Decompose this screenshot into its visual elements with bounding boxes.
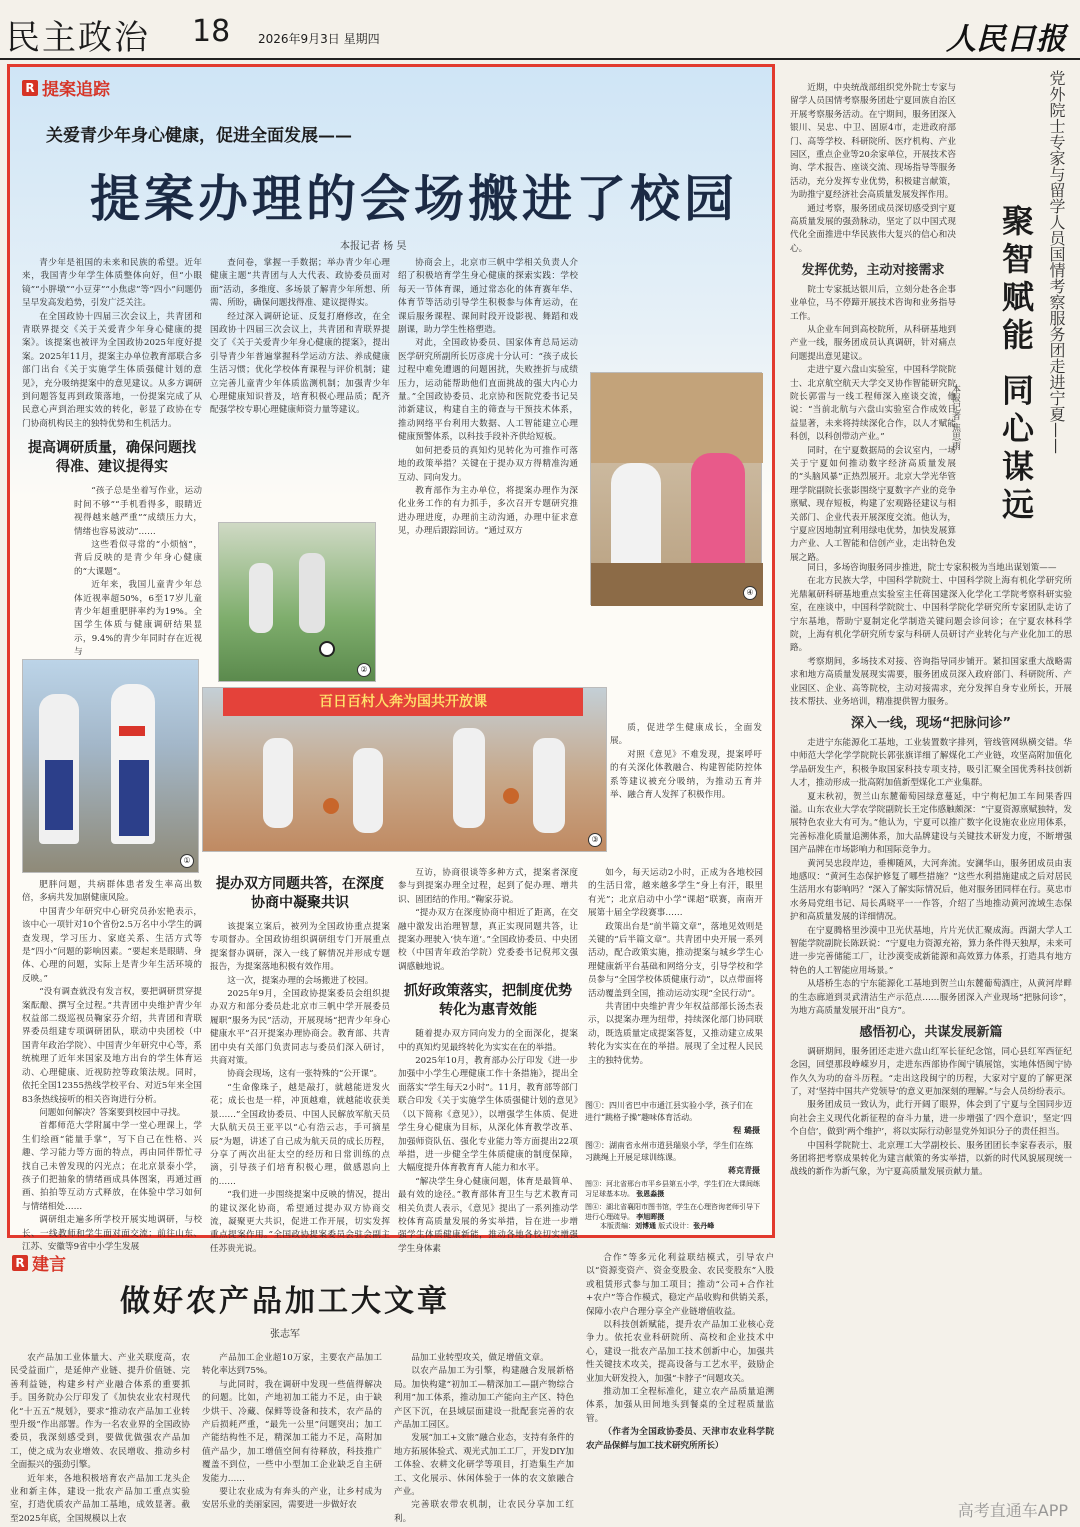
paragraph: 从企业车间到高校院所，从科研基地到产业一线，服务团成员认真调研，针对痛点问题提出意见建议。 [790,324,956,362]
bottom-column-3 [394,1352,574,1522]
bottom-column-4 [586,1252,774,1522]
paragraph: 互访，协商很谈等多种方式，提案者深度参与到提案办理全过程，起到了促办理、增共识、固团结的作用。”鞠家芬说。 [398,868,578,905]
article-column-2-lower [210,867,390,1254]
caption-3: 图③：河北省邢台市平乡县第五小学，学生们在大课间练习足球基本功。 张恩淼摄 [585,1180,760,1198]
editor-label: 本版责编： [600,1222,635,1230]
paragraph: 与此同时，我在调研中发现一些值得解决的问题。比如，产地初加工能力不足，由于缺少烘干、冷藏、保鲜等设备和技术，农产品的产后损耗严重，“最先一公里”问题突出；加工产能结构性不足，精深加工能力不足，高附加值产品少，加工增值空间有待释放，科技推广覆盖不到位，一些中小型加工企业缺乏自主研发能力…… [202,1379,382,1484]
paragraph: 这些看似寻常的“小烦恼”，背后反映的是青少年身心健康的“大课题”。 [74,539,202,577]
caption-credit: 李旭晖摄 [636,1212,665,1221]
bottom-column-tag [12,1250,66,1275]
paragraph: 共青团中央维护青少年权益部部长汤杰表示，以提案办理为纽带，持续深化部门协同联动，既选质量定成提案答复，又推动建立成果转化为实实在在的举措。展现了全过程人民民主的独特优势。 [588,1002,763,1066]
student-figure [453,728,485,828]
student-figure [611,463,661,573]
paragraph: 问题如何解决？答案要到校园中寻找。 [39,1107,186,1118]
article-column-3b [610,722,762,862]
paragraph: “孩子总是坐着写作业，运动时间不够”“手机看得多，眼睛近视得越来越严重”“成绩压力大，情绪也容易波动”…… [74,486,202,537]
bottom-headline: 做好农产品加工大文章 [120,1284,450,1319]
student-figure [299,553,325,633]
right-column-top [790,82,956,562]
bottom-byline: 张志军 [270,1329,300,1340]
paragraph: 首都师范大学附属中学一堂心理课上，学生们绘画“能量手掌”，写下自己在性格、兴趣、学习能力等方面的特点，再由同伴帮忙寻找自己未曾发现的闪光点；在北京景泰小学，孩子们把抽象的情绪画成具体图案，再通过画画、拍拍等互动方式释放，在体验中学习如何与情绪相处…… [22,1121,202,1212]
table [591,563,763,606]
teacher-figure [691,453,745,573]
subheading: 深入一线，现场“把脉问诊” [850,716,1012,732]
paragraph: 从塔桥生态的宁东能源化工基地到贺兰山东麓葡萄酒庄，从黄河岸畔的生态廊道到灵武清洁生产示范点……服务团深入产业现场“把脉问诊”，为地方高质量发展开出“良方”。 [790,979,1072,1016]
paragraph: 协商会现场，这有一张特殊的“公开课”。 [227,1069,383,1080]
designer-name: 张丹峰 [693,1221,715,1230]
author-note: （作者为全国政协委员、天津市农业科学院农产品保鲜与加工技术研究所所长） [586,1427,774,1451]
paragraph: 随着提办双方同向发力的全面深化，提案中的真知灼见最终转化为实实在在的举措。 [398,1029,578,1053]
designer-label: 版式设计： [658,1222,694,1230]
photo-1 [22,659,199,873]
paragraph: 经过深入调研论证、反复打磨修改，在全国政协十四届三次会议上，共青团和青联界提交了《关于关爱青少年身心健康的提案》，提出引导青少年普遍掌握科学运动方法、养成健康生活习惯；优化学校体育课程与评价机制；建立完善儿童青少年体质监测机制；加强青少年心理健康知识普及，培育积极心理品质；配齐配强学校专职心理健康师资力量等建议。 [210,311,390,416]
paragraph: 完善联农带农机制，让农民分享加工红利。 [394,1500,574,1524]
paragraph: 该提案立案后，被列为全国政协重点提案专项督办。全国政协组织调研组专门开展重点提案督办调研，深入一线了解情况并形成专题报告，为提案落地积极有效作用。 [210,922,390,973]
paragraph: 如今，每天运动2小时，正成为各地校园的生活日常，越来越多学生“身上有汗，眼里有光”；北京启动中小学“课超”联赛，南南开展第十届全学段赛事…… [588,868,763,919]
article-column-1-lower [22,879,202,1252]
column-tag-label: 提案追踪 [42,80,110,100]
bookshelf [591,373,763,463]
bottom-tag-label: 建言 [32,1255,66,1275]
paragraph: 在宁夏腾格里沙漠中卫光伏基地，片片光伏汇聚成海。西湖大学人工智能学院副院长陈跃说：“宁夏电力资源充裕，算力条件得天独厚，未来可进一步完善储能工厂，让沙漠变成新能源和高效算力体系，打造具有地方特色的人工智能应用场景。” [790,925,1072,976]
paragraph: 2025年9月，全国政协提案委员会组织提办双方和部分委员赴北京市三帆中学开展委员履职“服务为民”活动，开展现场“把青少年身心健康水平”召开提案办理协商会。教育部、共青团中央有关部门负责同志与委员们深入研讨，共商对策。 [210,989,390,1067]
subheading: 抓好政策落实，把制度优势转化为惠青效能 [404,983,572,1019]
masthead-logo: 人民日报 [946,22,1066,57]
bottom-column-1 [10,1352,190,1522]
photo-2 [218,522,376,682]
subheading: 感悟初心，共谋发展新篇 [859,1025,1003,1041]
article-column-3 [398,257,578,547]
article-column-4 [588,867,763,1099]
paragraph: 调研期间，服务团还走进六盘山红军长征纪念馆，同心县红军西征纪念园，回望那段峥嵘岁月，走进东西部协作闽宁镇展馆，实地体悟闽宁协作久久为功的奋斗历程。“走出这段闽宁的历程，大家对宁夏的了解更深了，对‘坚持中国共产党领导’的意义更加深刻的理解。”与会人员纷纷表示。 [790,1046,1072,1098]
paragraph: 政策出台是“前半篇文章”，落地见效则是关键的“后半篇文章”。共青团中央开展一系列活动，配合政策实施，推动提案与城乡学生心理健康新平台基础和网络分支，引导学校和学员参与“全国学校体质健康行动”，以点带面将活动覆盖到全国，推动运动实现“全民行动”。 [588,921,763,999]
paragraph: 2025年10月，教育部办公厅印发《进一步加强中小学生心理健康工作十条措施》，提出全面落实“学生每天2小时”。11月，教育部等部门联合印发《关于实施学生体质强健计划的意见》（以下简称《意见》），以增强学生体质、促进学生身心健康为目标，从深化体育教学改革、加强师资队伍、强化专业能力等方面提出22项举措，进一步健全学生体质健康的制度保障，大幅度提升体育教育育人能力和水平。 [398,1056,578,1174]
paragraph: “生命像珠子，越是敲打，就越能迸发火花；成长也是一样，冲顶越难，就越能收获美景……”全国政协委员、中国人民解放军航天员大队航天员王亚平以“心有浩云志，手可摘星辰”为题，讲述了自己成为航天员的成长历程，分享了两次出征太空的经历和日常训练的点滴，引导孩子们培育积极心理，做感恩向上的…… [210,1082,390,1187]
section-name: 民主政治 [6,18,150,58]
caption-2: 图②：湖南省永州市道县瑞泉小学，学生们在练习跳绳上开展足球训练课。 蒋克青摄 [585,1141,760,1175]
paragraph: 推动加工全程标准化，建立农产品质量追溯体系，加强从田间地头到餐桌的全过程质量监管。 [586,1387,774,1424]
paragraph: 同日，多场咨询服务同步推进，院士专家积极为当地出谋划策—— [807,563,1057,573]
paragraph: 农产品加工业体量大、产业关联度高，农民受益面广，是延伸产业链、提升价值链、完善利益链，构建乡村产业融合体系的重要抓手。国务院办公厅印发了《加快农业农村现代化“十五五”规划》，要求“推动农产品加工业转型升级”作出部署。作为一名农业界的全国政协委员，我深刻感受到，要做优做强农产品加工，使之成为农业增效、农民增收、推动乡村全面振兴的强劲引擎。 [10,1353,190,1471]
subheading: 提高调研质量，确保问题找得准、建议提得实 [28,440,196,476]
paragraph: 在北方民族大学，中国科学院院士、中国科学院上海有机化学研究所光鼎氟研科研基地重点实验室主任蒋国建深入化学化工学院考察科研实验室，在座谈中，中国科学院院士、中国科学院化学研究所专家团队走访了宁东基地，帮助宁夏制定化学制造关键问题会诊问诊；在宁夏农林科学院，上海有机化学研究所专家与科研人员研讨产业转化与产业化加工的思路。 [790,576,1072,654]
watermark: 高考直通车APP [957,1501,1068,1520]
paragraph: 对此，全国政协委员、国家体育总局运动医学研究所副所长厉彦虎十分认可：“孩子成长过程中难免遭遇的问题困扰，失败挫折与成绩压力，运动能帮助他们直面挑战的强大内心力量。”全国政协委员、北京协和医院党委书记吴沛新建议，构建自主的筛查与干预技术体系，推动网络平台利用大数据、人工智能建立心理健康预警体系，以科技手段补齐供给短板。 [398,338,578,443]
paragraph: 查问卷，掌握一手数据；举办青少年心理健康主题“共青团与人大代表、政协委员面对面”活动，多维度、多场景了解青少年所想、所需、所盼，确保问题找得准、建议提得实。 [210,258,390,309]
student-figure [353,748,383,833]
caption-credit: 张恩淼摄 [636,1189,665,1198]
student-figure [533,738,565,833]
feature-article-box [7,64,775,1254]
paragraph: 品加工业转型攻关，做足增值文章。 [411,1353,549,1363]
photo-number-2: ② [357,663,371,677]
basketball [503,788,519,804]
photo-number-1: ① [180,854,194,868]
caption-credit: 蒋克青摄 [728,1165,760,1175]
editor-credits [600,1222,714,1230]
basketball [323,798,339,814]
subheading: 发挥优势，主动对接需求 [801,263,945,279]
paragraph: 这一次，提案办理的会场搬进了校园。 [227,975,374,986]
paragraph: 协商会上，北京市三帆中学相关负责人介绍了积极培育学生身心健康的探索实践：学校每天一节体育课，通过常态化的体育赛年华、体育节等活动引导学生积极参与体育运动，在课后服务课程、课间时段开设影视、舞蹈和戏剧课，助力学生性格塑造。 [398,258,578,336]
student-skirt [45,760,73,830]
paragraph: 质，促进学生健康成长，全面发展。 [610,723,762,747]
article-column-1 [22,257,202,727]
bottom-column-2 [202,1352,382,1522]
right-byline: 本报记者 焦思雨 [950,384,960,450]
paragraph: 肥胖问题，共病群体患者发生率高出数倍，多病共发加剧健康风险。 [22,880,202,904]
paragraph: 发展“加工+文旅”融合业态，支持有条件的地方拓展体验式、观光式加工工厂，开发DIY加工体验、农耕文化研学等项目，打造集生产加工、文化展示、休闲体验于一体的农文旅融合产业。 [394,1433,574,1498]
paragraph: “提办双方在深度协商中相近了距离，在交融中激发出治理智慧，真正实现同题共答，让提案办理驶入‘快车道’。”全国政协委员、中央团校（中国青年政治学院）党委委书记倪邦文强调感触地说。 [398,908,578,972]
paragraph: 近年来，我国儿童青少年总体近视率超50%，6至17岁儿童青少年超重肥胖率约为19%。全国学生体质与健康调研结果显示，9.4%的青少年同时存在近视与 [74,580,202,658]
soccer-ball [319,641,335,657]
paragraph: 青少年是祖国的未来和民族的希望。近年来，我国青少年学生体质整体向好，但“小眼镜”“小胖墩”“小豆芽”“小焦虑”等“四小”问题仍呈早发高发趋势，引发广泛关注。 [22,258,202,309]
right-column-bottom [790,562,1072,1512]
paragraph: 教育部作为主办单位，将提案办理作为深化业务工作的有力抓手，多次召开专题研究推进办理进度，办理前主动沟通，办理中征求意见，办理后跟踪回访。“通过双方 [398,485,578,537]
caption-4: 图④：湖北省襄阳市图书馆，学生在心理咨询老师引导下进行心理疏导。 李旭晖摄 [585,1203,760,1221]
paragraph: 以农产品加工为引擎，构建融合发展新格局。加快构建“初加工—精深加工—副产物综合利用”加工体系，推动加工产能向主产区、特色产区下沉，在县域层面建设一批配套完善的农产品加工园区。 [394,1366,574,1431]
paragraph: 同时，在宁夏数据局的会议室内，一场关于宁夏如何推动数字经济高质量发展的“头脑风暴”正热烈展开。北京大学光华管理学院副院长张影围绕宁夏数字产业的竞争禀赋、现存短板，构建了宏观路径建议与相关部门、企业代表开展深度交流。他认为，宁夏应因地制宜利用绿电优势，加快发展算力产业、人工智能和信创产业，走出特色发展之路。 [790,445,956,563]
paragraph: “解决学生身心健康问题，体育是最简单、最有效的途径。”教育部体育卫生与艺术教育司相关负责人表示，《意见》提出了一系列推动学校体育高质量发展的务实举措，旨在进一步增强学生体质健康新能，推动各地各校切实增强学生身体素 [398,1176,578,1254]
paragraph: 中国科学院院士、北京理工大学副校长、服务团团长李家春表示，服务团将把考察成果转化为建言献策的务实举措，以新的时代风貌展现统一战线的新作为新气象，为宁夏高质量发展贡献力量。 [790,1140,1072,1178]
page-number: 18 [192,14,231,49]
right-headline: 聚智赋能 同心谋远 [997,204,1035,526]
photo-captions-2 [585,1180,760,1226]
paragraph: 产品加工企业超10万家，主要农产品加工转化率达到75%。 [202,1353,382,1377]
photo-3 [202,687,607,852]
r-tag-icon: R [12,1255,28,1271]
paragraph: 调研组走遍多所学校开展实地调研，与校长、一线教师和学生面对面交流；前往山东、江苏、安徽等9省中小学生发展 [22,1215,202,1252]
paragraph: 服务团成员一致认为，此行开阔了眼界，体会到了宁夏与全国同步迈向社会主义现代化新征程的奋斗力量，进一步增强了‘四个意识’，坚定‘四个自信’，做到‘两个维护’，将以实际行动彰显党外知识分子的责任担当。 [790,1100,1072,1138]
student-figure [263,738,293,828]
paragraph: 在全国政协十四届三次会议上，共青团和青联界提交《关于关爱青少年身心健康的提案》。该提案也被评为全国政协2025年度好提案。2025年11月，提案主办单位教育部联合多部门出台《关于实施学生体质强健计划的意见》，充分吸纳提案中的意见建议。从多方调研到问题答复再到政策落地，一份提案完成了从民意心声到治理实效的转化，彰显了政协在专门协商机构民主的独特优势和生机活力。 [22,311,202,429]
r-tag-icon: R [22,80,38,96]
paragraph: 近期，中央统战部组织党外院士专家与留学人员国情考察服务团赴宁夏回族自治区开展考察服务活动。在宁期间，服务团深入银川、吴忠、中卫、固原4市，走进政府部门、高等学校、科研院所、医疗机构、产业园区，重点企业等20余家单位，开展技术咨询、学术报告、座谈交流、现场指导等服务活动，充分发挥专业优势，积极建言献策，为助推宁夏经济社会高质量发展发挥作用。 [790,83,956,201]
page-header [0,0,1080,60]
paragraph: 通过考察，服务团成员深切感受到宁夏高质量发展的强劲脉动，坚定了以中国式现代化全面推进中华民族伟大复兴的信心和决心。 [790,203,956,254]
photo-number-3: ③ [588,833,602,847]
school-banner: 百日百村人奔为国共开放课 [223,688,583,716]
paragraph: 近年来，各地积极培育农产品加工龙头企业和新主体，建设一批农产品加工重点实验室，打造优质农产品加工基地，成效显著。截至2025年底，全国规模以上农 [10,1473,190,1524]
right-article [782,64,1080,1524]
subheading: 提办双方同题共答，在深度协商中凝聚共识 [216,876,384,911]
paragraph: 以科技创新赋能，提升农产品加工业核心竞争力。依托农业科研院所、高校和企业技术中心，建设一批农产品加工技术创新中心，加强共性关键技术攻关，提高设备与工艺水平，鼓励企业加大研发投入，加强“卡脖子”问题攻关。 [586,1320,774,1384]
paragraph: 黄河吴忠段岸边，垂柳随风，大河奔流。安澜华山，服务团成员由衷地感叹：“黄河生态保护修复了哪些措施？”这些水利措施建成之后对居民生活用水有影响吗？“深入了解实际情况后，他对服务团同样在行。莫忠市水务局党组书记、局长禹晓平一一作答，介绍了当地推动黄河流域生态保护和高质量发展的详细情况。 [790,858,1072,923]
paragraph: 要让农业成为有奔头的产业，让乡村成为安居乐业的美丽家园，需要进一步做好农 [202,1487,382,1511]
article-headline: 提案办理的会场搬进了校园 [90,170,738,228]
editor-name: 刘博通 [635,1221,656,1230]
caption-1: 图①：四川省巴中市通江县实验小学，孩子们在进行“跳格子操”趣味体育活动。 程 璐摄 [585,1101,760,1135]
photo-captions [585,1100,760,1180]
caption-credit: 程 璐摄 [733,1125,760,1135]
red-scarf [119,726,145,736]
issue-date: 2026年9月3日 星期四 [258,32,380,46]
article-column-3-lower [398,867,578,1254]
paragraph: 如何把委员的真知灼见转化为可推作可落地的政策举措？关键在于提办双方得精准沟通互动、同向发力。 [398,445,578,483]
article-kicker: 关爱青少年身心健康，促进全面发展—— [46,126,352,146]
paragraph: 走进宁东能源化工基地，工业装置数字排列，管线管网纵横交错。华中师范大学化学学院院长郭张旗详细了解煤化工产业链，攻坚高附加值化学品研发生产，积极争取国家科技专项支持，吸引汇聚全国优秀科技创新人才，推动形成一批高附加值新型煤化工产业集群。 [790,737,1072,789]
right-kicker: 党外院士专家与留学人员国情考察服务团走进宁夏—— [1047,70,1066,454]
paragraph: 夏末秋初，贺兰山东麓葡萄园绿意蔓延，中宁枸杞加工车间果香四溢。山东农业大学农学院副院长王定伟感触颇深：“宁夏资源禀赋独特，发展特色农业大有可为。”他认为，宁夏可以推广数字化设施农业应用体系，完善标准化质量追溯体系，加大品牌建设与关键技术研发力度，不断增强国产品牌在市场影响力和国际竞争力。 [790,791,1072,856]
photo-4 [590,372,762,605]
paragraph: 中国青少年研究中心研究员孙宏艳表示，该中心一项针对10个省份2.5万名中小学生的调查发现，学习压力、家庭关系、生活方式等是“四小”问题的影响因素。“要起来是眼睛、身体、心理的问题，实际上是青少年生活环境的反映。” [22,906,202,984]
article-column-2 [210,257,390,517]
paragraph: 对照《意见》不难发现，提案呼吁的有关深化体教融合、构建智能防控体系等建议被充分吸纳，为推动五育并举、融合育人发挥了积极作用。 [610,749,762,801]
paragraph: “我们进一步围绕提案中反映的情况，提出的建议深化协商，希望通过提办双方协商交流，凝聚更大共识，促进工作开展，切实发挥重点提案作用。”全国政协提案委员会驻会副主任苏贵光说。 [210,1190,390,1254]
paragraph: 走进宁夏六盘山实验室，中国科学院院士、北京航空航天大学交叉协作智能研究院院长郭雷与一线工程师深入座谈交流，他说：“当前北航与六盘山实验室合作成效日益显著，未来将持续深化合作，以人才赋能科创，以科创带动产业。” [790,365,956,443]
paragraph: 考察期间，多场技术对接、咨询指导同步铺开。紧扣国家重大战略需求和地方高质量发展现实需要，服务团成员深入政府部门、科研院所、产业园区、企业、高等院校，主动对接需求，充分发挥自身专业所长，开展技术帮扶、业务培训，精准提供智力服务。 [790,656,1072,708]
article-byline: 本报记者 杨 昊 [340,241,407,252]
paragraph: “没有调查就没有发言权，要把调研贯穿提案酝酿、撰写全过程。”共青团中央维护青少年权益部二级巡视员鞠家芬介绍，共青团和青联界委员组建专项调研团队，联动中央团校（中国青年政治学院）、中国青少年研究中心等，系统梳理了近年来国家及地方出台的学生体育运动、心理健康、近视防控等政策法规。同时，依托全国12355热线学校平台、对近5年来全国83条热线接听的相关咨询进行分析。 [22,987,202,1105]
paragraph: 合作”等多元化利益联结模式，引导农户以“资源变资产、资金变股金、农民变股东”入股或租赁形式参与加工项目；推动“公司+合作社+农户”等合作模式，稳定产品收购和供销关系，保障小农户合理分享全产业链增值收益。 [586,1253,774,1317]
student-figure [249,563,273,633]
photo-number-4: ④ [743,586,757,600]
paragraph: 院士专家抵达银川后，立刻分赴各企事业单位，马不停蹄开展技术咨询和业务指导工作。 [790,284,956,322]
student-skirt [119,760,149,836]
column-tag [22,75,110,100]
